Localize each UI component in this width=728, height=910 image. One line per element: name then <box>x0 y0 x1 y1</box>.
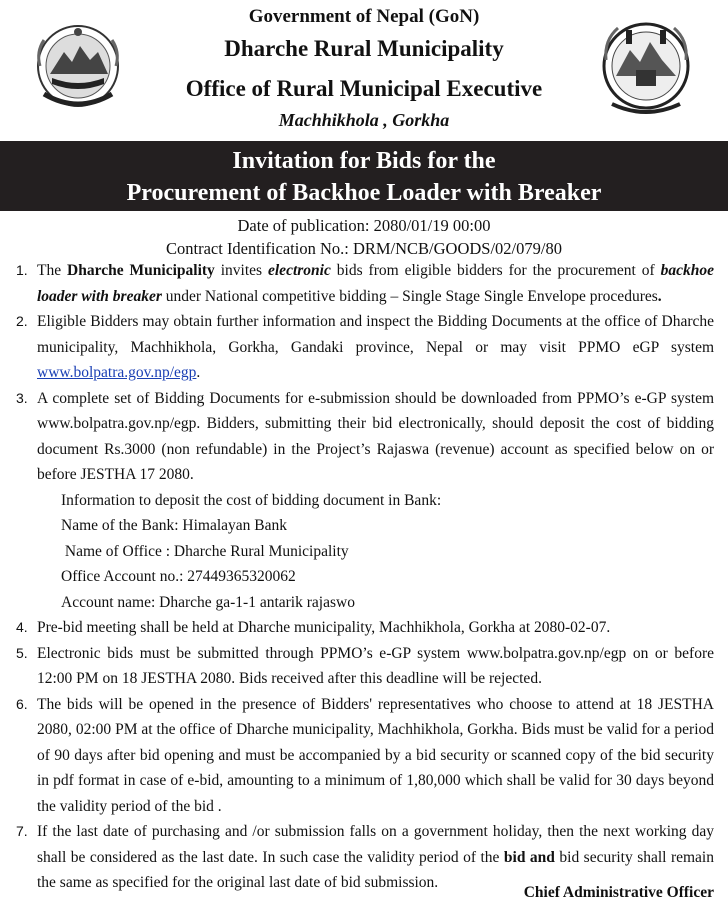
item-number: 5. <box>16 644 28 661</box>
item-text: bids from eligible bidders for the procurement of <box>330 262 661 279</box>
item-number: 1. <box>16 262 28 278</box>
account-number: Office Account no.: 27449365320062 <box>61 568 296 585</box>
item-text: If the last date of purchasing and /or submission falls on a government holiday, then the next working day shall be considered as the last date. In such case the validity period of the <box>37 823 714 866</box>
list-item <box>0 692 728 820</box>
notice-banner <box>0 141 728 211</box>
item-text: A complete set of Bidding Documents for e-submission should be downloaded from PPMO’s e-GP system www.bolpatra.gov.np/egp. Bidders, submitting their bid electronically, should deposit the cost of bidding document Rs.3000 (non refundable) in the Project’s Rajaswa (revenue) account as specified below on or before JESTHA 17 2080. <box>37 389 714 483</box>
account-name: Account name: Dharche ga-1-1 antarik rajaswo <box>61 593 355 611</box>
notice-meta <box>0 214 728 260</box>
item-text: invites <box>214 262 268 279</box>
bank-info-heading: Information to deposit the cost of bidding document in Bank: <box>61 491 442 509</box>
location-title: Machhikhola , Gorkha <box>278 110 450 130</box>
office-name: Name of Office : Dharche Rural Municipality <box>61 542 349 560</box>
item-bold: Dharche Municipality <box>67 262 215 279</box>
municipality-title: Dharche Rural Municipality <box>224 36 504 61</box>
item-number: 4. <box>16 619 28 635</box>
banner-line-2: Procurement of Backhoe Loader with Breaker <box>126 180 602 206</box>
item-text: bid security shall remain the same as specified for the original last date of bid submission. <box>37 848 714 891</box>
government-title: Government of Nepal (GoN) <box>248 6 480 27</box>
item-number: 6. <box>16 695 28 712</box>
municipality-logo-icon <box>600 20 692 120</box>
item-text: Pre-bid meeting shall be held at Dharche municipality, Machhikhola, Gorkha at 2080-02-07. <box>37 619 611 636</box>
item-bold-italic: backhoe loader with breaker <box>37 262 714 305</box>
item-bold-italic: electronic <box>268 262 331 279</box>
item-bold: bid and <box>503 848 555 866</box>
item-number: 7. <box>16 823 28 839</box>
list-item <box>0 386 728 488</box>
notice-body <box>0 258 728 896</box>
bank-name: Name of the Bank: Himalayan Bank <box>61 517 287 534</box>
item-number: 3. <box>16 389 28 406</box>
item-text: Electronic bids must be submitted through PPMO’s e-GP system www.bolpatra.gov.np/egp on or before 12:00 PM on 18 JESTHA 2080. Bids received after this deadline will be rejected. <box>37 644 714 687</box>
contract-id: Contract Identification No.: DRM/NCB/GOODS/02/079/80 <box>166 239 562 258</box>
bank-details <box>0 488 728 616</box>
item-text: . <box>196 364 201 381</box>
notice-header <box>0 0 728 140</box>
item-text: The bids will be opened in the presence of Bidders' representatives who choose to attend at 18 JESTHA 2080, 02:00 PM at the office of Dharche municipality, Machhikhola, Gorkha. Bids must be valid for a period of 90 days after bid opening and must be accompanied by a bid security or scanned copy of the bid security in pdf format in case of e-bid, amounting to a minimum of 1,80,000 which shall be valid for 30 days beyond the validity period of the bid . <box>37 695 714 815</box>
list-item <box>0 615 728 641</box>
office-title: Office of Rural Municipal Executive <box>185 76 543 101</box>
list-item <box>0 641 728 692</box>
bolpatra-link[interactable]: www.bolpatra.gov.np/egp <box>37 364 197 381</box>
publication-date: Date of publication: 2080/01/19 00:00 <box>237 216 491 235</box>
item-bold: . <box>657 287 662 305</box>
list-item <box>0 309 728 386</box>
banner-line-1: Invitation for Bids for the <box>232 148 496 174</box>
list-item <box>0 258 728 309</box>
signature: Chief Administrative Officer <box>523 884 714 901</box>
item-number: 2. <box>16 313 28 329</box>
item-text: under National competitive bidding – Single Stage Single Envelope procedures <box>161 287 658 305</box>
item-text: Eligible Bidders may obtain further information and inspect the Bidding Documents at the office of Dharche municipality, Machhikhola, Gorkha, Gandaki province, Nepal or may visit PPMO eGP system <box>37 313 714 356</box>
item-text: The <box>37 262 68 279</box>
